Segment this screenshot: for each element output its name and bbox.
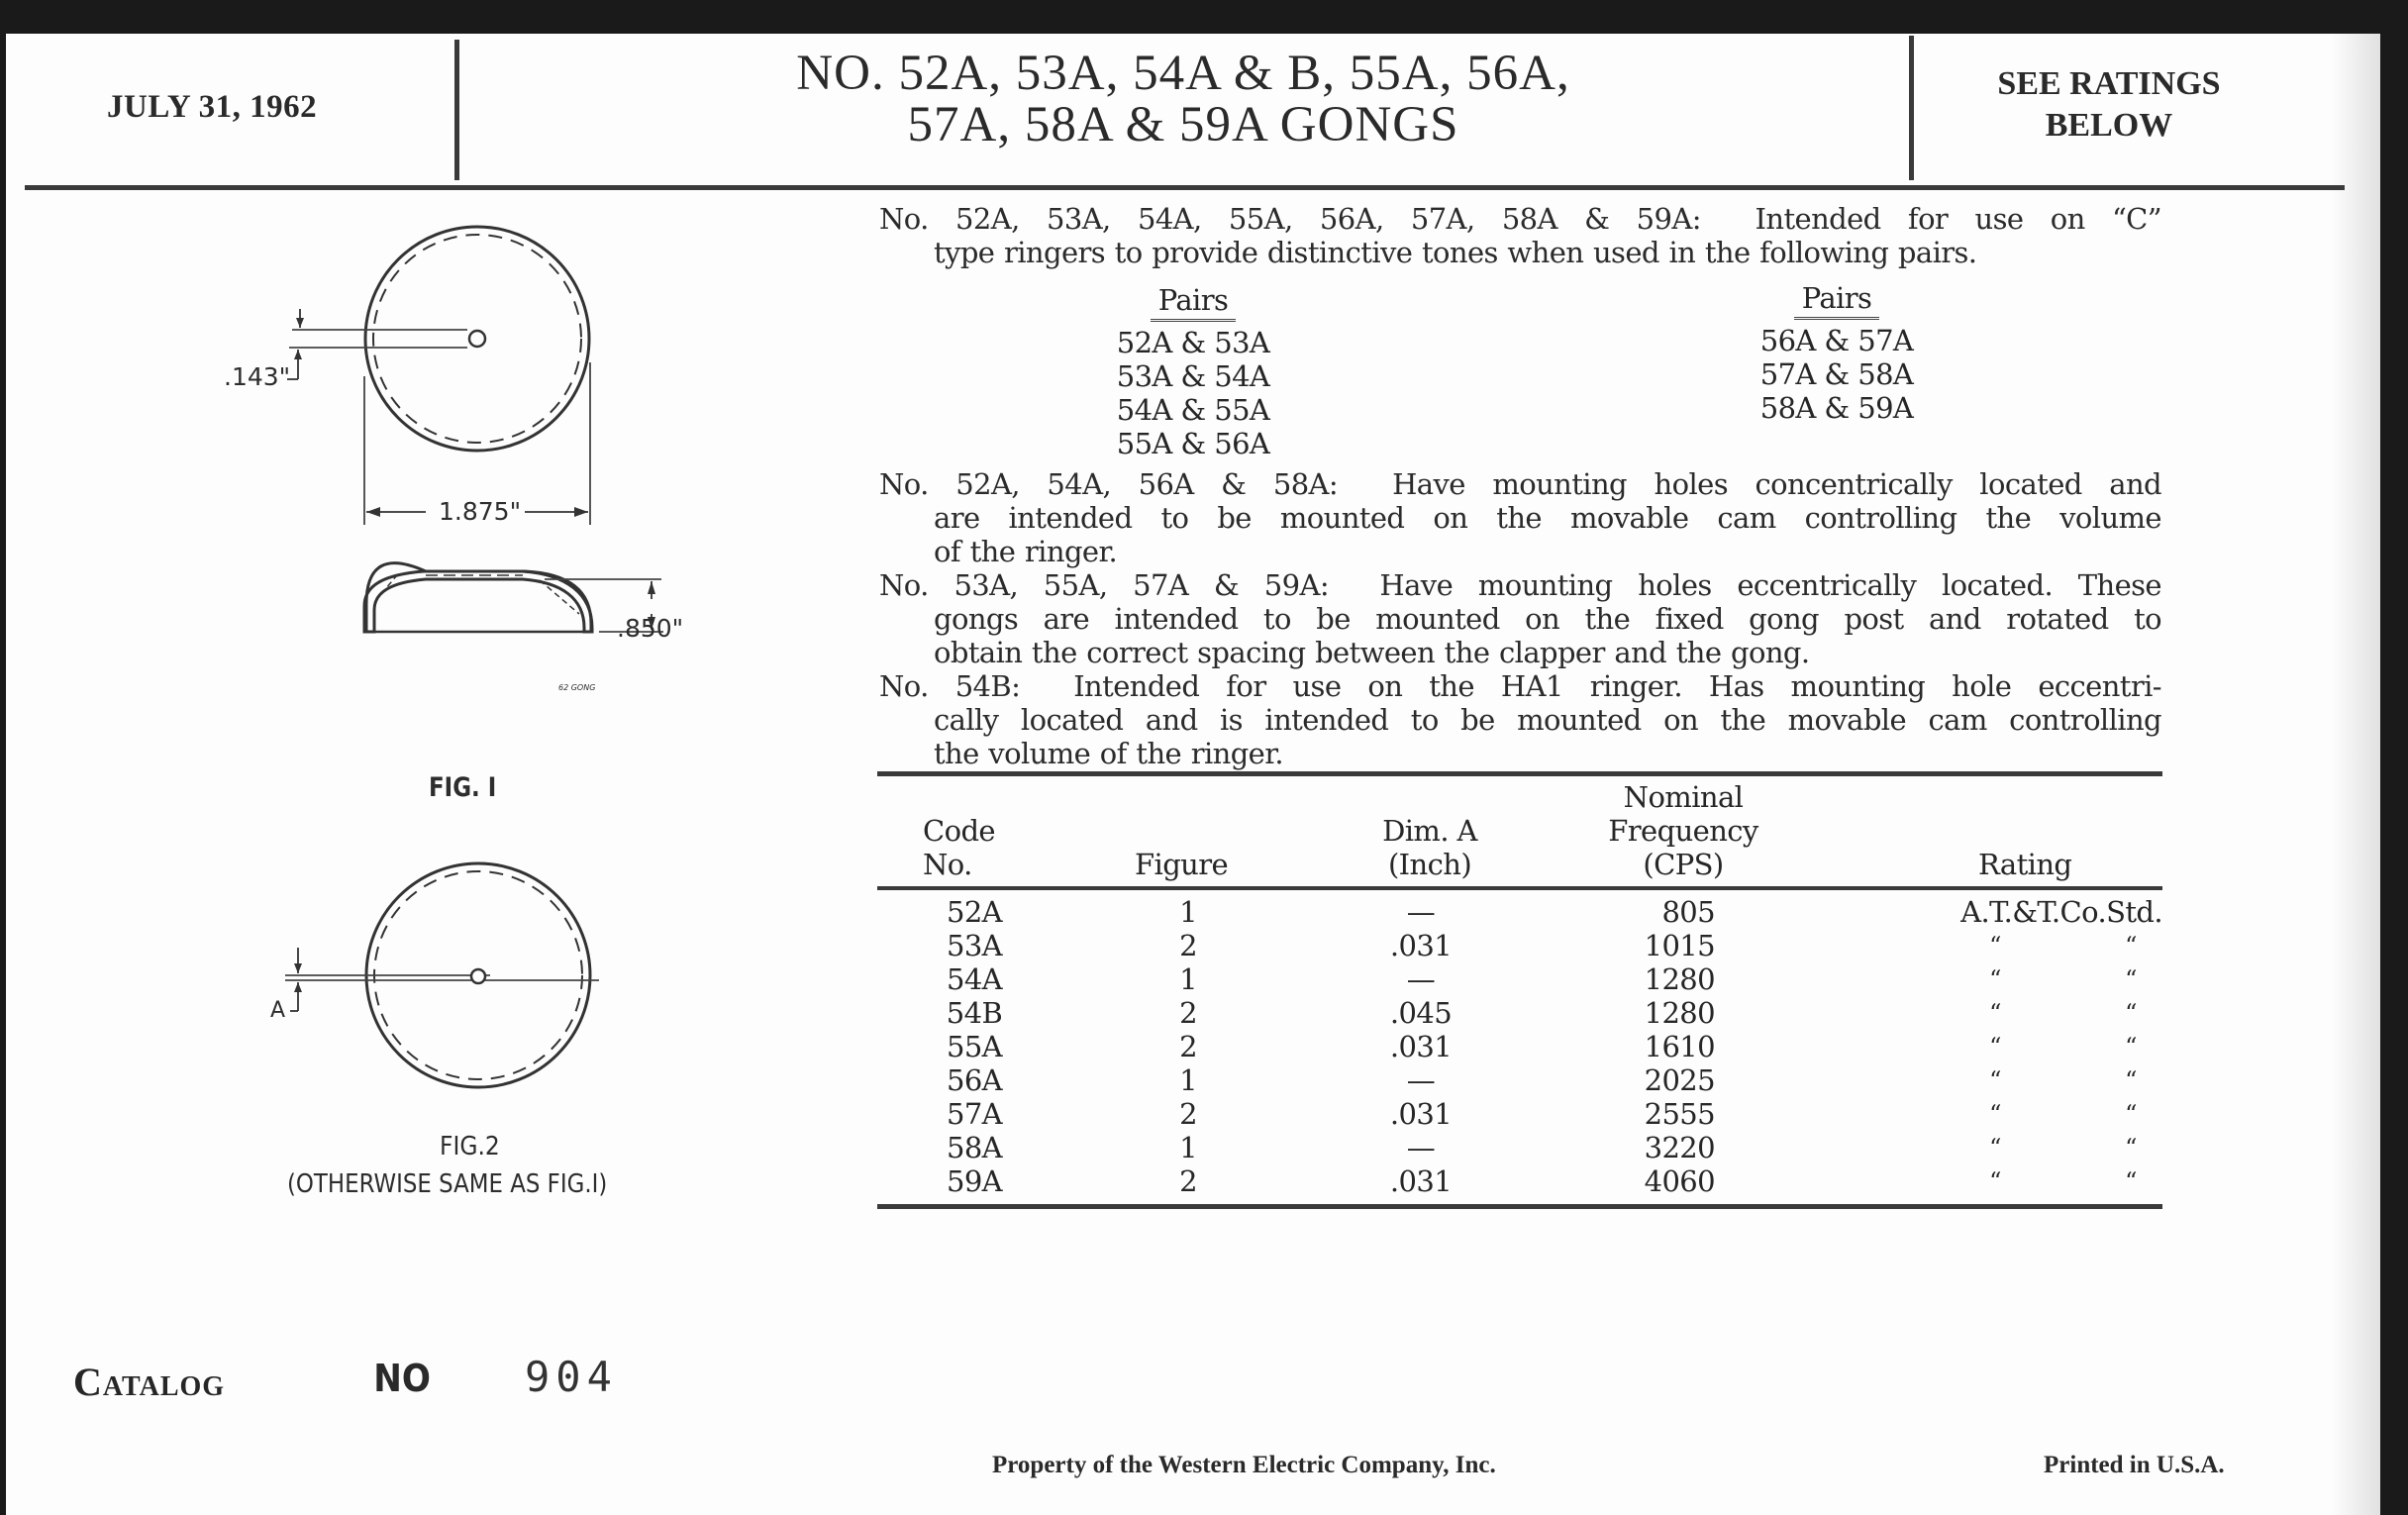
pairs-right-heading: Pairs xyxy=(1794,281,1880,320)
cell-dim: .031 xyxy=(1389,1097,1453,1131)
cell-rating: A.T.&T.Co.Std. xyxy=(1960,895,2162,929)
paragraph-concentric-lead: No. 52A, 54A, 56A & 58A: xyxy=(879,467,1339,501)
issue-date: JULY 31, 1962 xyxy=(107,89,318,125)
pairs-right xyxy=(1723,281,1951,425)
cell-rating-ditto: “ xyxy=(1989,965,2001,993)
dim-diameter: 1.875" xyxy=(439,497,522,526)
paragraph-54b xyxy=(879,669,2161,770)
dim-height: .850" xyxy=(617,614,684,643)
cell-frequency: 1610 xyxy=(1644,1030,1715,1063)
col-header-frequency-line-1: Nominal xyxy=(1623,780,1744,814)
cell-dim: .031 xyxy=(1389,1030,1453,1063)
header-divider-left xyxy=(454,40,459,180)
arrowhead-icon xyxy=(648,581,655,594)
cell-rating-ditto: “ xyxy=(1989,932,2001,960)
page-title xyxy=(465,48,1901,151)
paragraph-eccentric xyxy=(879,568,2161,669)
cell-code: 58A xyxy=(946,1131,1003,1164)
table-bottom-rule xyxy=(877,1204,2162,1209)
col-header-code-line-1: Code xyxy=(923,814,995,848)
paragraph-eccentric-line-3: obtain the correct spacing between the clapper and the gong. xyxy=(934,636,1810,669)
figure-2-plan-view xyxy=(248,832,723,1109)
pair-item: 55A & 56A xyxy=(1116,427,1270,460)
cell-dim: .031 xyxy=(1389,929,1453,962)
cell-code: 55A xyxy=(946,1030,1003,1063)
paragraph-54b-line-3: the volume of the ringer. xyxy=(934,737,1283,770)
catalog-label: Catalog xyxy=(73,1360,226,1404)
pair-item: 56A & 57A xyxy=(1759,324,1914,357)
dim-hole-offset: .143" xyxy=(224,362,291,391)
paragraph-usage-line-1-rest: Intended for use on “C” xyxy=(1755,202,2161,236)
cell-frequency: 2025 xyxy=(1644,1063,1715,1097)
rating-note xyxy=(1921,63,2297,147)
col-header-frequency-line-2: Frequency xyxy=(1608,814,1758,848)
cell-rating-ditto: “ xyxy=(2125,965,2137,993)
cell-code: 59A xyxy=(946,1164,1003,1198)
figure-1-side-view xyxy=(297,545,743,663)
paragraph-usage xyxy=(879,202,2161,269)
header-divider-right xyxy=(1909,36,1914,180)
cell-frequency: 3220 xyxy=(1644,1131,1715,1164)
col-header-rating xyxy=(1978,848,2071,881)
col-header-frequency-line-3: (CPS) xyxy=(1643,848,1724,881)
title-line-1: NO. 52A, 53A, 54A & B, 55A, 56A, xyxy=(796,46,1570,101)
cell-rating-ditto: “ xyxy=(1989,1100,2001,1128)
cell-dim: — xyxy=(1406,1131,1436,1164)
paragraph-eccentric-lead: No. 53A, 55A, 57A & 59A: xyxy=(879,568,1330,602)
col-header-figure xyxy=(1135,848,1228,881)
cell-figure: 2 xyxy=(1179,1030,1197,1063)
pairs-left-heading: Pairs xyxy=(1151,283,1237,322)
cell-figure: 2 xyxy=(1179,996,1197,1030)
catalog-no-label: NO xyxy=(373,1357,431,1400)
cell-frequency: 1280 xyxy=(1644,996,1715,1030)
arrowhead-icon xyxy=(574,507,588,517)
table-header-rule xyxy=(877,886,2162,890)
catalog-number: 904 xyxy=(525,1353,618,1401)
cell-figure: 2 xyxy=(1179,1097,1197,1131)
paragraph-54b-line-2: cally located and is intended to be mounted on the movable cam controlling xyxy=(934,703,2161,737)
pair-item: 54A & 55A xyxy=(1116,393,1270,427)
cell-rating-ditto: “ xyxy=(2125,1134,2137,1162)
cell-code: 57A xyxy=(946,1097,1003,1131)
cell-dim: — xyxy=(1406,1063,1436,1097)
dim-a-label: A xyxy=(270,998,286,1023)
cell-figure: 2 xyxy=(1179,1164,1197,1198)
pairs-left xyxy=(1079,283,1307,460)
cell-frequency: 2555 xyxy=(1644,1097,1715,1131)
col-header-figure-text: Figure xyxy=(1135,848,1229,881)
col-header-rating-text: Rating xyxy=(1978,848,2072,881)
cell-frequency: 1280 xyxy=(1644,962,1715,996)
paragraph-usage-line-1 xyxy=(879,202,2161,236)
cell-dim: .031 xyxy=(1389,1164,1453,1198)
cell-dim: .045 xyxy=(1389,996,1453,1030)
title-line-2: 57A, 58A & 59A GONGS xyxy=(907,97,1459,152)
cell-dim: — xyxy=(1406,962,1436,996)
paragraph-usage-line-2: type ringers to provide distinctive tones when used in the following pairs. xyxy=(934,236,1977,269)
paragraph-concentric-line-1-rest: Have mounting holes concentrically located and xyxy=(1392,467,2161,501)
arrowhead-icon xyxy=(294,963,302,973)
gong-profile-shell xyxy=(364,571,592,632)
paragraph-eccentric-line-2: gongs are intended to be mounted on the fixed gong post and rotated to xyxy=(934,602,2161,636)
paragraph-concentric-line-3: of the ringer. xyxy=(934,535,1118,568)
mounting-hole xyxy=(471,969,485,983)
cell-frequency: 805 xyxy=(1661,895,1715,929)
cell-frequency: 1015 xyxy=(1644,929,1715,962)
cell-rating-ditto: “ xyxy=(1989,1066,2001,1094)
cell-figure: 1 xyxy=(1179,1063,1197,1097)
header-rule xyxy=(25,185,2345,190)
paragraph-concentric-line-2: are intended to be mounted on the movable cam controlling the volume xyxy=(934,501,2161,535)
paragraph-54b-line-1 xyxy=(879,669,2161,703)
cell-figure: 2 xyxy=(1179,929,1197,962)
cell-rating-ditto: “ xyxy=(2125,1033,2137,1060)
col-header-code-line-2: No. xyxy=(923,848,972,881)
col-header-dim-line-1: Dim. A xyxy=(1382,814,1477,848)
col-header-dim-line-2: (Inch) xyxy=(1387,848,1472,881)
cell-code: 54B xyxy=(946,996,1003,1030)
cell-rating-ditto: “ xyxy=(1989,1134,2001,1162)
cell-figure: 1 xyxy=(1179,962,1197,996)
cell-figure: 1 xyxy=(1179,1131,1197,1164)
pair-item: 53A & 54A xyxy=(1116,359,1270,393)
cell-dim: — xyxy=(1406,895,1436,929)
paragraph-eccentric-line-1 xyxy=(879,568,2161,602)
cell-rating-ditto: “ xyxy=(2125,932,2137,960)
rating-note-line-1: SEE RATINGS xyxy=(1997,65,2221,102)
arrowhead-icon xyxy=(296,318,304,328)
drawing-note: 62 GONG xyxy=(558,683,596,692)
figure-1-caption: FIG. I xyxy=(429,772,497,803)
paragraph-eccentric-line-1-rest: Have mounting holes eccentrically located. These xyxy=(1379,568,2161,602)
pair-item: 52A & 53A xyxy=(1116,326,1270,359)
cell-rating-ditto: “ xyxy=(1989,999,2001,1027)
cell-rating-ditto: “ xyxy=(2125,1066,2137,1094)
paragraph-54b-line-1-rest: Intended for use on the HA1 ringer. Has mounting hole eccentri- xyxy=(1073,669,2161,703)
arrowhead-icon xyxy=(294,350,302,359)
figure-2-subcaption: (OTHERWISE SAME AS FIG.I) xyxy=(287,1169,608,1199)
col-header-code xyxy=(923,814,995,881)
cell-code: 52A xyxy=(946,895,1003,929)
cell-figure: 1 xyxy=(1179,895,1197,929)
pair-item: 57A & 58A xyxy=(1759,357,1914,391)
cell-rating-ditto: “ xyxy=(2125,1100,2137,1128)
footer-printed: Printed in U.S.A. xyxy=(2044,1452,2225,1478)
table-top-rule xyxy=(877,771,2162,776)
cell-code: 54A xyxy=(946,962,1003,996)
cell-rating-ditto: “ xyxy=(2125,1167,2137,1195)
cell-code: 56A xyxy=(946,1063,1003,1097)
paragraph-concentric-line-1 xyxy=(879,467,2161,501)
footer-property: Property of the Western Electric Company, Inc. xyxy=(992,1452,1496,1478)
cell-rating-ditto: “ xyxy=(1989,1033,2001,1060)
cell-rating-ditto: “ xyxy=(2125,999,2137,1027)
cell-frequency: 4060 xyxy=(1644,1164,1715,1198)
figure-2-caption: FIG.2 xyxy=(440,1132,500,1162)
col-header-frequency xyxy=(1584,780,1782,881)
mounting-hole xyxy=(469,331,485,347)
col-header-dim xyxy=(1360,814,1499,881)
arrowhead-icon xyxy=(366,507,380,517)
cell-rating-ditto: “ xyxy=(1989,1167,2001,1195)
rating-note-line-2: BELOW xyxy=(2045,107,2173,144)
cell-code: 53A xyxy=(946,929,1003,962)
pair-item: 58A & 59A xyxy=(1759,391,1914,425)
paragraph-concentric xyxy=(879,467,2161,568)
paragraph-54b-lead: No. 54B: xyxy=(879,669,1021,703)
arrowhead-icon xyxy=(294,982,302,992)
paragraph-usage-lead: No. 52A, 53A, 54A, 55A, 56A, 57A, 58A & 59A: xyxy=(879,202,1701,236)
